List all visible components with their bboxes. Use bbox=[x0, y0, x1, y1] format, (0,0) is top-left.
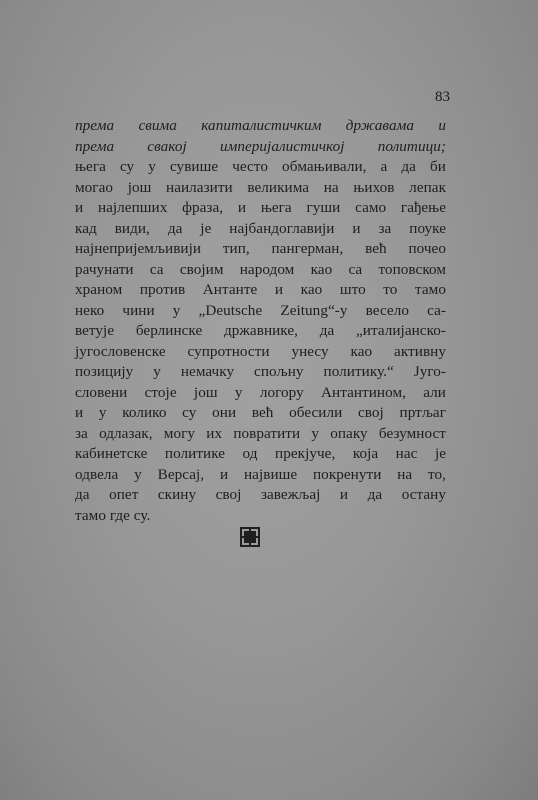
text-line: њега су у сувише често обмањивали, а да би bbox=[75, 158, 446, 175]
text-line: југословенске супротности унесу као активну bbox=[75, 342, 446, 360]
text-line: према свакој империјалистичкој политици; bbox=[75, 137, 446, 155]
text-line: неко чини у „Deutsche Zeitung“-у весело са- bbox=[75, 301, 446, 319]
text-line: и најлепших фраза, и њега гуши само гађење bbox=[75, 199, 446, 216]
text-line: словени стоје још у логору Антантином, али bbox=[75, 383, 446, 401]
text-line: да опет скину свој завежљај и да остану bbox=[75, 486, 446, 503]
text-line: најнепријемљивији тип, пангерман, већ почео bbox=[75, 240, 446, 257]
text-line: ветује берлинске државнике, да „италијанско- bbox=[75, 322, 446, 339]
text-line: према свима капиталистичким државама и bbox=[75, 117, 446, 134]
text-line: и у колико су они већ обесили свој пртљаг bbox=[75, 404, 446, 421]
body-text bbox=[75, 116, 446, 526]
text-line: за одлазак, могу их повратити у опаку безумност bbox=[75, 424, 446, 442]
text-line: позицију у немачку спољну политику.“ Југо- bbox=[75, 363, 446, 380]
page-number: 83 bbox=[435, 89, 450, 105]
text-line: тамо где су. bbox=[75, 506, 151, 524]
printers-ornament-icon bbox=[240, 527, 260, 547]
text-line: кабинетске политике од прекјуче, која нас је bbox=[75, 445, 446, 462]
text-line: могао још наилазити великима на њихов лепак bbox=[75, 178, 446, 196]
text-line: рачунати са својим народом као са топовском bbox=[75, 260, 446, 278]
text-line: одвела у Версај, и највише покренути на то, bbox=[75, 465, 446, 483]
text-line: кад види, да је најбандоглавији и за поуке bbox=[75, 219, 446, 237]
text-line: храном против Антанте и као што то тамо bbox=[75, 281, 446, 298]
